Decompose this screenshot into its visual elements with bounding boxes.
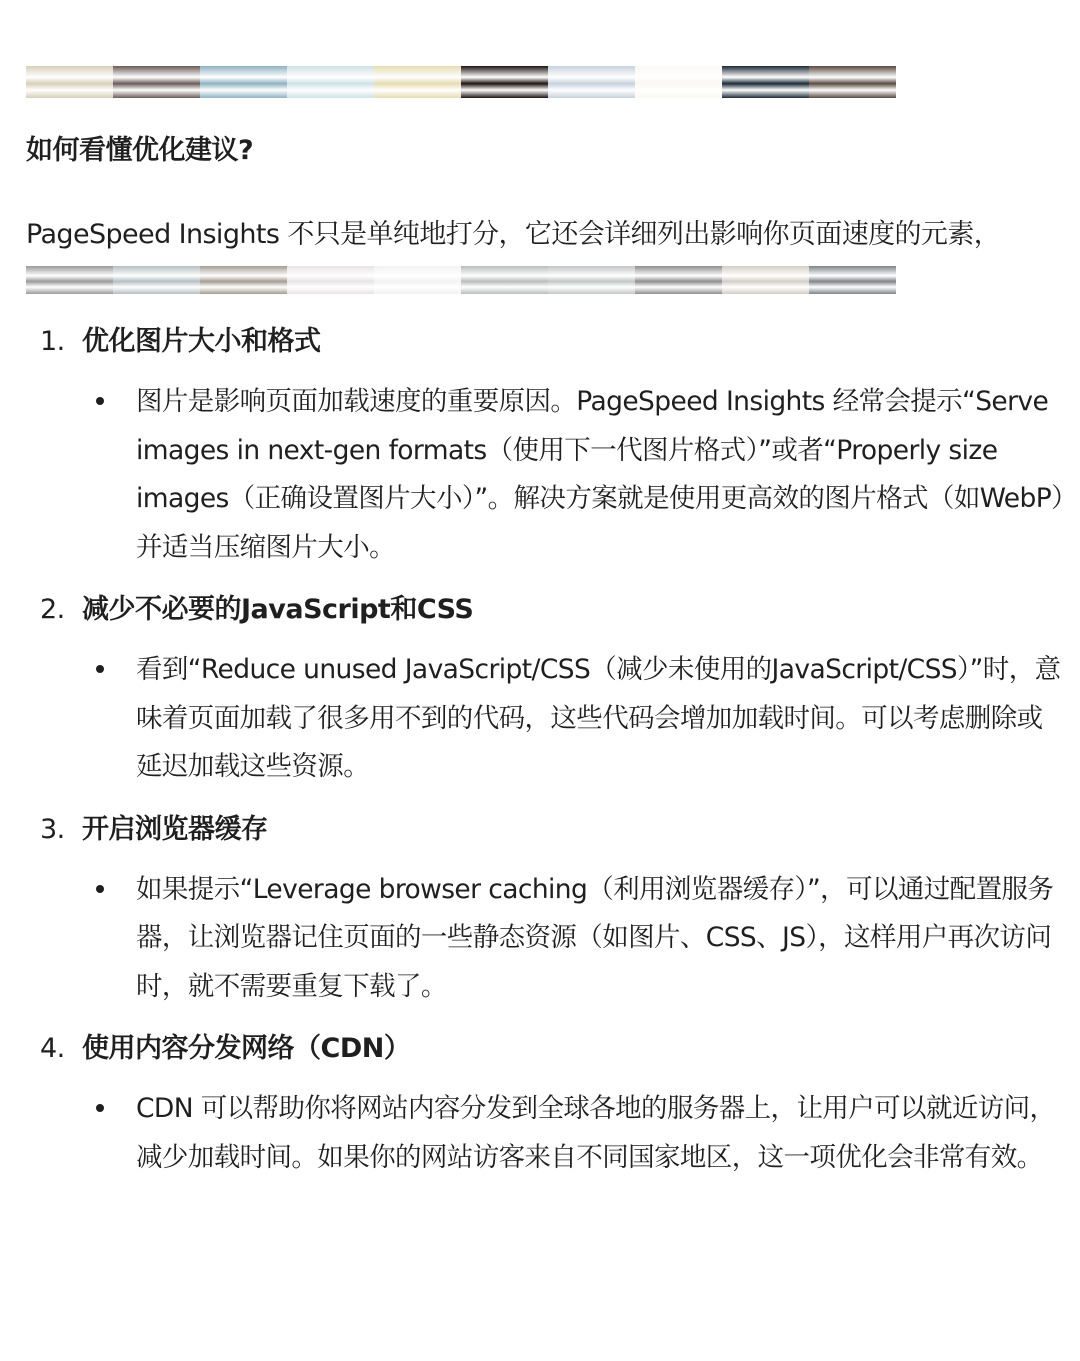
redacted-block-7	[548, 66, 635, 98]
item-description-text: 图片是影响页面加载速度的重要原因。PageSpeed Insights 经常会提示“Serve images in next-gen formats（使用下一代图片格式）”或者“Properly size images（正确设置图片大小）”。解决方案就是使用更高效的图片格式（如WebP）并适当压缩图片大小。	[136, 386, 1064, 563]
redacted-block-3	[200, 66, 287, 98]
item-description-text: 如果提示“Leverage browser caching（利用浏览器缓存）”，可以通过配置服务器，让浏览器记住页面的一些静态资源（如图片、CSS、JS），这样用户再次访问时，就不需要重复下载了。	[136, 873, 1054, 1002]
redacted-block-1	[26, 266, 113, 294]
item-description-text: 看到“Reduce unused JavaScript/CSS（减少未使用的JavaScript/CSS）”时，意味着页面加载了很多用不到的代码，这些代码会增加加载时间。可以考虑删除或延迟加载这些资源。	[136, 654, 1061, 782]
redacted-block-9	[722, 266, 809, 294]
item-title: 使用内容分发网络（CDN）	[82, 1033, 411, 1064]
redacted-block-5	[374, 66, 461, 98]
list-item-3	[40, 806, 1070, 1012]
item-description	[136, 866, 1066, 1012]
item-number: 2.	[40, 594, 65, 625]
redacted-block-7	[548, 266, 635, 294]
item-description-text: CDN 可以帮助你将网站内容分发到全球各地的服务器上，让用户可以就近访问，减少加载时间。如果你的网站访客来自不同国家地区，这一项优化会非常有效。	[136, 1093, 1056, 1173]
redacted-block-9	[722, 66, 809, 98]
list-item-4	[40, 1025, 1070, 1182]
redacted-block-10	[809, 266, 896, 294]
redacted-block-6	[461, 266, 548, 294]
bullet-icon	[96, 1104, 104, 1112]
list-item-1	[40, 318, 1070, 572]
redacted-block-8	[635, 266, 722, 294]
section-heading: 如何看懂优化建议?	[26, 135, 254, 166]
redacted-block-1	[26, 66, 113, 98]
list-item-2	[40, 586, 1070, 792]
redacted-block-8	[635, 66, 722, 98]
redacted-block-2	[113, 266, 200, 294]
optimization-list	[40, 318, 1070, 1196]
bullet-icon	[96, 665, 104, 673]
redacted-block-10	[809, 66, 896, 98]
redacted-block-3	[200, 266, 287, 294]
item-title: 优化图片大小和格式	[82, 326, 321, 357]
bullet-icon	[96, 885, 104, 893]
redacted-block-2	[113, 66, 200, 98]
item-description	[136, 646, 1066, 792]
item-title: 减少不必要的JavaScript和CSS	[82, 594, 474, 625]
redacted-text-strip-middle	[26, 266, 896, 294]
item-number: 4.	[40, 1033, 65, 1064]
redacted-block-4	[287, 66, 374, 98]
item-number: 1.	[40, 326, 65, 357]
item-description	[136, 378, 1066, 572]
bullet-icon	[96, 397, 104, 405]
item-number: 3.	[40, 813, 65, 845]
redacted-text-strip-top	[26, 66, 896, 98]
redacted-block-5	[374, 266, 461, 294]
redacted-block-4	[287, 266, 374, 294]
item-title: 开启浏览器缓存	[82, 813, 268, 845]
redacted-block-6	[461, 66, 548, 98]
intro-paragraph: PageSpeed Insights 不只是单纯地打分，它还会详细列出影响你页面速度的元素，	[26, 219, 1001, 250]
item-description	[136, 1085, 1066, 1182]
